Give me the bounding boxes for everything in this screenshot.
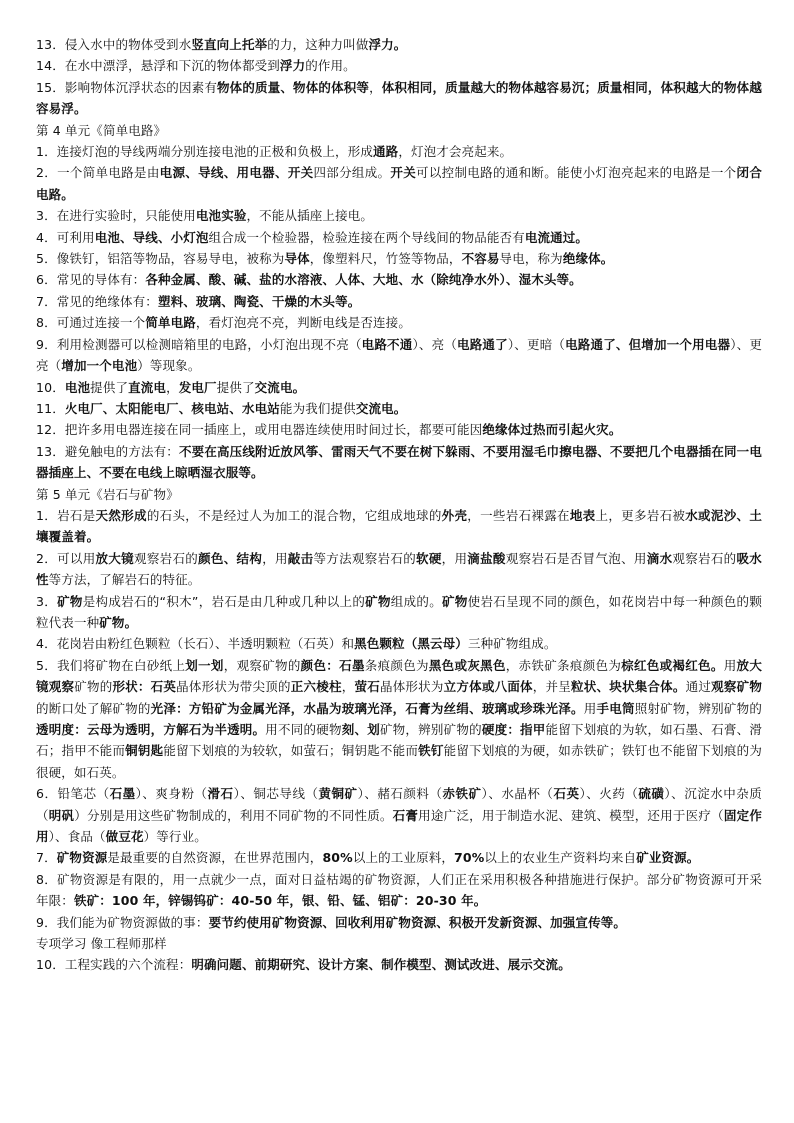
bold-text: 简单电路 <box>145 315 196 331</box>
bold-text: 电流通过。 <box>524 229 589 245</box>
text-run: 以上的农业生产资料均来自 <box>484 850 637 866</box>
text-run: ，看灯泡亮不亮，判断电线是否连接。 <box>195 315 411 331</box>
numbered-paragraph <box>36 419 762 440</box>
text-run: ）等现象。 <box>137 358 201 374</box>
text-run: ， <box>369 79 382 95</box>
text-run: 能留下划痕的为硬，如赤铁矿；铁钉也不能留下划痕的为很硬，如石英。 <box>36 743 762 780</box>
numbered-paragraph <box>36 141 762 162</box>
text-run: 15．影响物体沉浮状态的因素有 <box>36 79 217 95</box>
text-run: ）、沉淀水中杂质（ <box>36 786 762 823</box>
text-run: ， <box>341 679 355 695</box>
text-run: 能留下划痕的为软，如石墨、石膏、滑石；指甲不能而 <box>36 722 762 759</box>
bold-text: 黑色颗粒（黑云母） <box>354 636 468 652</box>
bold-text: 正六棱柱 <box>290 679 342 695</box>
bold-text: 明矾 <box>48 807 75 823</box>
bold-text: 外壳 <box>441 507 468 523</box>
section-heading <box>36 120 762 141</box>
bold-text: 电池实验 <box>195 208 247 224</box>
bold-text: 开关 <box>390 165 417 181</box>
text-run: 6．铅笔芯（ <box>36 786 110 802</box>
bold-text: 光泽：方铅矿为金属光泽，水晶为玻璃光泽，石膏为丝绢、玻璃或珍珠光泽。 <box>150 700 584 716</box>
numbered-paragraph <box>36 954 762 975</box>
bold-text: 电路通了、但增加一个用电器 <box>565 336 731 352</box>
numbered-paragraph <box>36 591 762 634</box>
bold-text: 电路不通 <box>361 336 413 352</box>
text-run: 5．像铁钉，铝箔等物品，容易导电，被称为 <box>36 251 285 267</box>
text-run: 晶体形状为 <box>379 679 444 695</box>
bold-text: 滴盐酸 <box>467 550 506 566</box>
bold-text: 手电筒 <box>596 700 635 716</box>
bold-text: 石英 <box>553 786 580 802</box>
text-run: 14．在水中漂浮，悬浮和下沉的物体都受到 <box>36 58 280 74</box>
text-run: 组合成一个检验器，检验连接在两个导线间的物品能否有 <box>208 229 525 245</box>
numbered-paragraph <box>36 548 762 591</box>
numbered-paragraph <box>36 847 762 868</box>
text-run: 矿物，辨别矿物的 <box>379 722 482 737</box>
text-run: ）、更暗（ <box>507 336 566 352</box>
text-run: ）、爽身粉（ <box>135 786 208 802</box>
bold-text: 萤石 <box>354 679 380 695</box>
text-run: 13．避免触电的方法有： <box>36 443 179 459</box>
text-run: 6．常见的导体有： <box>36 272 146 288</box>
text-run: 条痕颜色为 <box>364 657 429 673</box>
bold-text: 硫磺 <box>638 786 665 802</box>
text-run: 提供了 <box>216 379 255 395</box>
bold-text: 棕红色或褐红色。 <box>621 657 724 673</box>
text-run: 11． <box>36 400 65 416</box>
bold-text: 通路 <box>373 144 399 160</box>
text-run: 观察岩石的 <box>672 550 737 566</box>
text-run: ，并呈 <box>532 679 572 695</box>
text-run: 照射矿物，辨别矿物的 <box>634 700 762 716</box>
bold-text: 刻、划 <box>341 722 380 737</box>
text-run: 1．岩石是 <box>36 507 96 523</box>
text-run: 8．可通过连接一个 <box>36 315 146 331</box>
numbered-paragraph <box>36 227 762 248</box>
bold-text: 明确问题、前期研究、设计方案、制作模型、测试改进、展示交流。 <box>191 957 571 973</box>
text-run: 3． <box>36 593 58 609</box>
text-run: 矿物的 <box>74 679 113 695</box>
text-run: 10．工程实践的六个流程： <box>36 957 192 973</box>
bold-text: 硬度：指甲 <box>481 722 546 737</box>
bold-text: 闭合电路。 <box>36 165 762 202</box>
text-run: ，灯泡才会亮起来。 <box>398 144 513 160</box>
numbered-paragraph <box>36 269 762 290</box>
bold-text: 水或泥沙、土壤覆盖着。 <box>36 507 762 545</box>
bold-text: 粒状、块状集合体。 <box>571 679 686 695</box>
bold-text: 矿物 <box>365 593 391 609</box>
text-run: ，用 <box>262 550 288 566</box>
bold-text: 颜色、结构 <box>198 550 263 566</box>
text-run: 能留下划痕的为较软，如萤石；铜钥匙不能而 <box>163 743 419 759</box>
bold-text: 形状：石英 <box>112 679 177 695</box>
text-run: ）、赭石颜料（ <box>357 786 443 802</box>
text-run: ）、火药（ <box>579 786 639 802</box>
numbered-paragraph <box>36 869 762 912</box>
bold-text: 火电厂、太阳能电厂、核电站、水电站 <box>64 400 280 416</box>
numbered-paragraph <box>36 55 762 76</box>
numbered-paragraph <box>36 205 762 226</box>
text-run: ，用 <box>441 550 468 566</box>
numbered-paragraph <box>36 162 762 205</box>
text-run: ，不能从插座上接电。 <box>246 208 374 224</box>
text-run: 专项学习 像工程师那样 <box>36 936 167 952</box>
text-run: 的作用。 <box>305 58 356 74</box>
bold-text: 敲击 <box>287 550 314 566</box>
text-run: 2．一个简单电路是由 <box>36 165 160 181</box>
text-run: 导电，称为 <box>499 251 563 267</box>
text-run: 用不同的硬物 <box>265 722 342 737</box>
bold-text: 做豆花 <box>105 829 144 845</box>
section-heading <box>36 933 762 954</box>
text-run: 是最重要的自然资源，在世界范围内， <box>107 850 323 866</box>
bold-text: 赤铁矿 <box>442 786 482 802</box>
numbered-paragraph <box>36 655 762 783</box>
text-run: 以上的工业原料， <box>352 850 455 866</box>
text-run: ）等行业。 <box>143 829 207 845</box>
text-run: 4．可利用 <box>36 229 95 245</box>
numbered-paragraph <box>36 505 762 548</box>
bold-text: 天然形成 <box>95 507 147 523</box>
document-page <box>36 34 762 976</box>
bold-text: 塑料、玻璃、陶瓷、干燥的木头等。 <box>157 293 361 309</box>
text-run: 9．我们能为矿物资源做的事： <box>36 914 209 930</box>
bold-text: 导体 <box>284 251 310 267</box>
text-run: 可以控制电路的通和断。能使小灯泡亮起来的电路是一个 <box>416 165 737 181</box>
bold-text: 不要在高压线附近放风筝、雷雨天气不要在树下躲雨、不要用湿毛巾擦电器、不要把几个电器插在同一电器插座上、不要在电线上晾晒湿衣服等。 <box>36 443 762 481</box>
bold-text: 颜色：石墨 <box>300 657 365 673</box>
text-run: 7． <box>36 850 57 866</box>
bold-text: 不容易 <box>461 251 500 267</box>
bold-text: 黄铜矿 <box>318 786 358 802</box>
text-run: 组成的。 <box>390 593 443 609</box>
text-run: 5．我们将矿物在白砂纸上 <box>36 657 186 673</box>
bold-text: 矿业资源。 <box>636 850 700 866</box>
bold-text: 划一划 <box>185 657 224 673</box>
text-run: ，一些岩石裸露在 <box>467 507 570 523</box>
bold-text: 透明度：云母为透明，方解石为半透明。 <box>36 722 266 737</box>
text-run: 通过 <box>685 679 712 695</box>
text-run: 观察岩石是否冒气泡、用 <box>505 550 647 566</box>
bold-text: 体积相同，质量越大的物体越容易沉；质量相同，体积越大的物体越容易浮。 <box>36 79 762 117</box>
text-run: 等方法，了解岩石的特征。 <box>48 572 201 588</box>
bold-text: 各种金属、酸、碱、盐的水溶液、人体、大地、水（除纯净水外）、湿木头等。 <box>145 272 582 288</box>
text-run: 的力，这种力叫做 <box>267 37 369 52</box>
numbered-paragraph <box>36 291 762 312</box>
numbered-paragraph <box>36 312 762 333</box>
text-run: ， <box>166 379 179 395</box>
bold-text: 石膏 <box>392 807 419 823</box>
bold-text: 竖直向上托举 <box>191 37 268 52</box>
numbered-paragraph <box>36 783 762 847</box>
bold-text: 矿物 <box>442 593 468 609</box>
text-run: 用途广泛，用于制造水泥、建筑、模型，还用于医疗（ <box>418 807 724 823</box>
numbered-paragraph <box>36 441 762 484</box>
text-run: 使岩石呈现不同的颜色，如花岗岩中每一种颜色的颗粒代表一种 <box>36 593 763 630</box>
bold-text: 地表 <box>569 507 596 523</box>
bold-text: 交流电。 <box>355 400 407 416</box>
text-run: 上，更多岩石被 <box>595 507 686 523</box>
bold-text: 矿物资源 <box>56 850 108 866</box>
text-run: 是构成岩石的“积木”，岩石是由几种或几种以上的 <box>82 593 366 609</box>
text-run: 四部分组成。 <box>313 165 391 181</box>
text-run: 的石头，不是经过人为加工的混合物，它组成地球的 <box>146 507 442 523</box>
bold-text: 浮力。 <box>368 37 407 52</box>
bold-text: 绝缘体过热而引起火灾。 <box>482 422 622 438</box>
text-run: ）、水晶杯（ <box>481 786 554 802</box>
text-run: 第 4 单元《简单电路》 <box>36 122 167 138</box>
bold-text: 矿物 <box>57 593 83 609</box>
bold-text: 发电厂 <box>178 379 217 395</box>
text-run: 晶体形状为带尖顶的 <box>176 679 291 695</box>
bold-text: 增加一个电池 <box>61 358 138 374</box>
text-run: ）、亮（ <box>412 336 458 352</box>
text-run: ）、食品（ <box>48 829 106 845</box>
text-run: 7．常见的绝缘体有： <box>36 293 158 309</box>
text-run: 提供了 <box>90 379 129 395</box>
bold-text: 铜钥匙 <box>125 743 164 759</box>
bold-text: 滑石 <box>207 786 234 802</box>
numbered-paragraph <box>36 34 762 55</box>
text-run: 用 <box>583 700 597 716</box>
bold-text: 铁钉 <box>418 743 444 759</box>
text-run: 9．利用检测器可以检测暗箱里的电路，小灯泡出现不亮（ <box>36 336 362 352</box>
bold-text: 电池 <box>64 379 91 395</box>
bold-text: 放大镜观察 <box>36 657 762 695</box>
text-run: 8．矿物资源是有限的，用一点就少一点，面对日益枯竭的矿物资源，人们正在采用积极各种措施进行保护。部分矿物资源可开采年限： <box>36 871 762 909</box>
text-run: ，观察矿物的 <box>223 657 301 673</box>
numbered-paragraph <box>36 633 762 654</box>
numbered-paragraph <box>36 77 762 120</box>
bold-text: 滴水 <box>646 550 673 566</box>
bold-text: 交流电。 <box>254 379 306 395</box>
text-run: 12．把许多用电器连接在同一插座上，或用电器连续使用时间过长，都要可能因 <box>36 422 483 438</box>
bold-text: 观察矿物 <box>711 679 762 695</box>
bold-text: 绝缘体。 <box>562 251 614 267</box>
numbered-paragraph <box>36 377 762 398</box>
text-run: 等方法观察岩石的 <box>313 550 417 566</box>
bold-text: 石墨 <box>109 786 136 802</box>
text-run: ）、铜芯导线（ <box>233 786 319 802</box>
numbered-paragraph <box>36 398 762 419</box>
bold-text: 固定作用 <box>36 807 762 845</box>
bold-text: 直流电 <box>128 379 167 395</box>
text-run: 三种矿物组成。 <box>467 636 557 652</box>
bold-text: 80% <box>322 850 353 866</box>
text-run: 10． <box>36 379 65 395</box>
text-run: 3．在进行实验时，只能使用 <box>36 208 196 224</box>
bold-text: 物体的质量、物体的体积等 <box>217 79 370 95</box>
text-run: 用 <box>723 657 737 673</box>
bold-text: 矿物。 <box>99 614 138 630</box>
numbered-paragraph <box>36 248 762 269</box>
text-run: 的断口处了解矿物的 <box>36 700 151 716</box>
text-run: ，像塑料尺，竹签等物品， <box>309 251 462 267</box>
text-run: 观察岩石的 <box>134 550 199 566</box>
bold-text: 铁矿：100 年，锌锡钨矿：40-50 年，银、铅、锰、铝矿：20-30 年。 <box>73 893 487 909</box>
bold-text: 放大镜 <box>95 550 134 566</box>
bold-text: 电源、导线、用电器、开关 <box>159 165 314 181</box>
text-run: ）分别是用这些矿物制成的，利用不同矿物的不同性质。 <box>74 807 393 823</box>
bold-text: 软硬 <box>416 550 442 566</box>
text-run: 4．花岗岩由粉红色颗粒（长石）、半透明颗粒（石英）和 <box>36 636 355 652</box>
bold-text: 70% <box>454 850 485 866</box>
text-run: 13．侵入水中的物体受到水 <box>36 37 192 52</box>
bold-text: 电路通了 <box>457 336 508 352</box>
bold-text: 要节约使用矿物资源、回收利用矿物资源、积极开发新资源、加强宣传等。 <box>208 914 627 930</box>
text-run: 能为我们提供 <box>279 400 356 416</box>
text-run: 2．可以用 <box>36 550 96 566</box>
text-run: 1．连接灯泡的导线两端分别连接电池的正极和负极上，形成 <box>36 144 374 160</box>
text-run: ）、更亮（ <box>36 336 763 374</box>
bold-text: 立方体或八面体 <box>443 679 533 695</box>
bold-text: 电池、导线、小灯泡 <box>94 229 209 245</box>
numbered-paragraph <box>36 912 762 933</box>
numbered-paragraph <box>36 334 762 377</box>
bold-text: 黑色或灰黑色 <box>428 657 506 673</box>
bold-text: 浮力 <box>279 58 306 74</box>
bold-text: 吸水性 <box>36 550 762 588</box>
section-heading <box>36 484 762 505</box>
text-run: ，赤铁矿条痕颜色为 <box>505 657 622 673</box>
text-run: 第 5 单元《岩石与矿物》 <box>36 486 179 502</box>
